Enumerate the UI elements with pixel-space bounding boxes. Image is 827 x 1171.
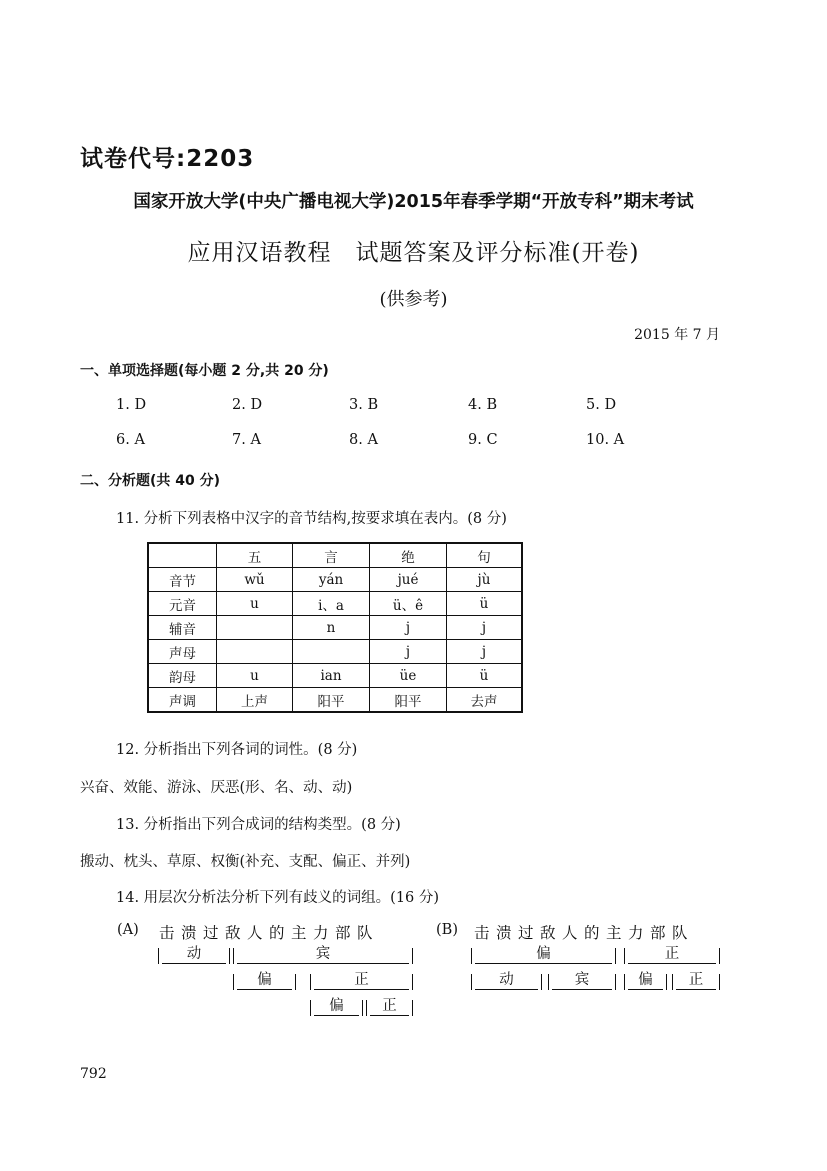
q14-a-level1-left: 动	[162, 945, 226, 964]
table-cell: ü、ê	[370, 592, 447, 616]
q14-b-level2-d: 正	[676, 971, 716, 990]
table-header-cell: 句	[447, 543, 523, 568]
table-row-label: 韵母	[148, 664, 217, 688]
bracket-bar	[233, 948, 234, 964]
table-cell: j	[447, 640, 523, 664]
bracket-bar	[310, 1000, 311, 1016]
section-1-heading: 一、单项选择题(每小题 2 分,共 20 分)	[80, 363, 329, 379]
table-cell: ian	[293, 664, 370, 688]
question-11: 11. 分析下列表格中汉字的音节结构,按要求填在表内。(8 分)	[116, 511, 507, 527]
bracket-bar	[666, 974, 667, 990]
answer-item: 6. A	[116, 432, 145, 448]
table-cell: üe	[370, 664, 447, 688]
question-13-answer: 搬动、枕头、草原、权衡(补充、支配、偏正、并列)	[80, 854, 411, 870]
exam-header: 国家开放大学(中央广播电视大学)2015年春季学期“开放专科”期末考试	[133, 192, 694, 212]
table-cell: ü	[447, 664, 523, 688]
table-row	[148, 688, 522, 713]
table-row-label: 音节	[148, 568, 217, 592]
table-cell: ü	[447, 592, 523, 616]
answer-item: 8. A	[349, 432, 378, 448]
table-cell: i、a	[293, 592, 370, 616]
bracket-bar	[548, 974, 549, 990]
q14-a-label: (A)	[117, 922, 139, 938]
bracket-bar	[719, 948, 720, 964]
exam-code: 试卷代号:2203	[80, 146, 255, 172]
q14-b-label: (B)	[436, 922, 458, 938]
bracket-bar	[412, 974, 413, 990]
q14-a-sentence: 击溃过敌人的主力部队	[159, 924, 380, 942]
page-number: 792	[80, 1066, 107, 1082]
answer-item: 10. A	[586, 432, 625, 448]
bracket-bar	[615, 948, 616, 964]
q14-a-level2-right: 正	[314, 971, 409, 990]
table-cell: 阳平	[370, 688, 447, 713]
table-row	[148, 592, 522, 616]
q14-b-level2-c: 偏	[628, 971, 663, 990]
bracket-bar	[615, 974, 616, 990]
table-row	[148, 568, 522, 592]
table-cell: j	[370, 640, 447, 664]
table-cell: jué	[370, 568, 447, 592]
bracket-bar	[624, 948, 625, 964]
table-row	[148, 640, 522, 664]
syllable-table	[147, 542, 523, 713]
bracket-bar	[471, 948, 472, 964]
bracket-bar	[366, 1000, 367, 1016]
bracket-bar	[624, 974, 625, 990]
table-row-label: 元音	[148, 592, 217, 616]
exam-date: 2015 年 7 月	[634, 327, 720, 343]
q14-b-level1-right: 正	[628, 945, 716, 964]
bracket-bar	[229, 948, 230, 964]
document-title: 应用汉语教程 试题答案及评分标准(开卷)	[187, 240, 640, 266]
table-header-cell: 绝	[370, 543, 447, 568]
bracket-bar	[310, 974, 311, 990]
q14-b-sentence: 击溃过敌人的主力部队	[474, 924, 695, 942]
table-row	[148, 664, 522, 688]
table-cell: 上声	[217, 688, 293, 713]
answer-item: 7. A	[232, 432, 261, 448]
bracket-bar	[672, 974, 673, 990]
table-cell	[293, 640, 370, 664]
section-2-heading: 二、分析题(共 40 分)	[80, 473, 221, 489]
table-row-label: 声母	[148, 640, 217, 664]
table-header-cell: 言	[293, 543, 370, 568]
q14-b-level1-left: 偏	[475, 945, 612, 964]
answer-item: 5. D	[586, 397, 617, 413]
bracket-bar	[471, 974, 472, 990]
q14-a-level3-right: 正	[370, 997, 409, 1016]
table-cell: j	[370, 616, 447, 640]
table-cell	[148, 543, 217, 568]
table-cell: u	[217, 592, 293, 616]
table-cell: 去声	[447, 688, 523, 713]
document-subtitle: (供参考)	[379, 289, 448, 310]
bracket-bar	[295, 974, 296, 990]
q14-a-level3-left: 偏	[314, 997, 359, 1016]
table-row	[148, 616, 522, 640]
bracket-bar	[541, 974, 542, 990]
bracket-bar	[158, 948, 159, 964]
answer-item: 2. D	[232, 397, 263, 413]
table-cell	[217, 640, 293, 664]
bracket-bar	[412, 948, 413, 964]
table-cell	[217, 616, 293, 640]
q14-b-level2-b: 宾	[552, 971, 612, 990]
table-cell: u	[217, 664, 293, 688]
bracket-bar	[362, 1000, 363, 1016]
table-cell: n	[293, 616, 370, 640]
table-row-label: 辅音	[148, 616, 217, 640]
bracket-bar	[719, 974, 720, 990]
table-cell: 阳平	[293, 688, 370, 713]
question-13: 13. 分析指出下列合成词的结构类型。(8 分)	[116, 817, 401, 833]
answer-item: 1. D	[116, 397, 147, 413]
question-14: 14. 用层次分析法分析下列有歧义的词组。(16 分)	[116, 890, 440, 906]
q14-a-level2-left: 偏	[237, 971, 292, 990]
table-cell: jù	[447, 568, 523, 592]
table-header-cell: 五	[217, 543, 293, 568]
table-cell: wǔ	[217, 568, 293, 592]
table-header-row	[148, 543, 522, 568]
answer-item: 4. B	[468, 397, 498, 413]
answer-item: 9. C	[468, 432, 498, 448]
question-12-answer: 兴奋、效能、游泳、厌恶(形、名、动、动)	[80, 780, 353, 796]
table-cell: yán	[293, 568, 370, 592]
q14-a-level1-right: 宾	[237, 945, 409, 964]
bracket-bar	[412, 1000, 413, 1016]
table-row-label: 声调	[148, 688, 217, 713]
q14-b-level2-a: 动	[475, 971, 538, 990]
answer-item: 3. B	[349, 397, 379, 413]
question-12: 12. 分析指出下列各词的词性。(8 分)	[116, 742, 358, 758]
table-cell: j	[447, 616, 523, 640]
bracket-bar	[233, 974, 234, 990]
